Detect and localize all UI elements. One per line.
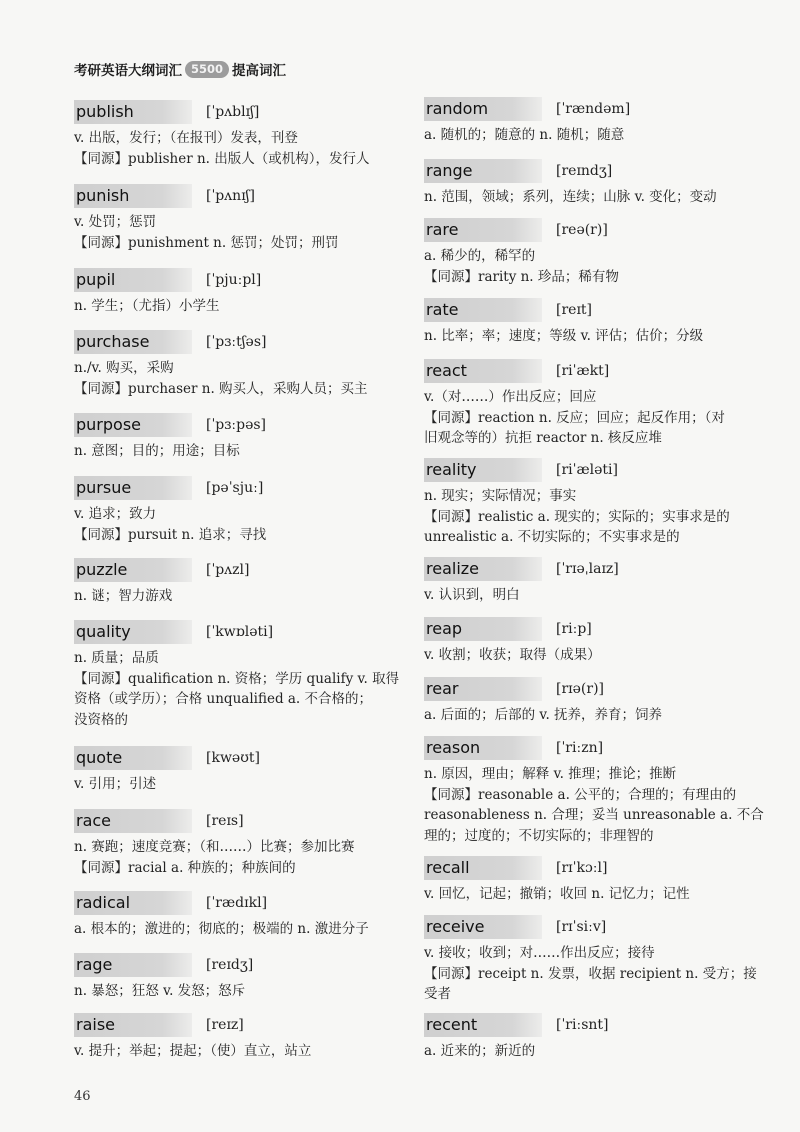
cognate-line: unrealistic a. 不切实际的；不实事求是的 [424, 529, 680, 545]
headword: reason [424, 736, 542, 760]
phonetic: [ˈrændəm] [556, 101, 631, 117]
definition-line: n. 原因，理由；解释 v. 推理；推论；推断 [424, 766, 677, 782]
definition-line: n. 质量；品质 [74, 650, 159, 666]
entry-reap [424, 617, 754, 666]
headword: publish [74, 100, 192, 124]
phonetic: [ˈriːzn] [556, 740, 604, 756]
headword: quality [74, 620, 192, 644]
phonetic: [ˈpjuːpl] [206, 272, 262, 288]
cognate-line: 【同源】reasonable a. 公平的；合理的；有理由的 [424, 786, 737, 803]
header-title-prefix: 考研英语大纲词汇 [74, 63, 182, 79]
cognate-line: 资格（或学历）；合格 unqualified a. 不合格的； [74, 691, 373, 707]
definition-line: v. 提升；举起；提起；（使）直立，站立 [74, 1043, 312, 1059]
phonetic: [ˈpʌnɪʃ] [206, 188, 255, 204]
header-badge: 5500 [185, 61, 229, 78]
entry-recall [424, 856, 754, 905]
phonetic: [ˈriːsnt] [556, 1017, 609, 1033]
phonetic: [rɪə(r)] [556, 681, 604, 697]
definition-line: n. 现实；实际情况；事实 [424, 488, 577, 504]
header-title-suffix: 提高词汇 [232, 63, 287, 79]
headword: pupil [74, 268, 192, 292]
phonetic: [reɪs] [206, 813, 244, 829]
definition-line: n. 意图；目的；用途；目标 [74, 443, 240, 459]
phonetic: [reɪt] [556, 302, 593, 318]
entry-publish [74, 100, 404, 169]
entry-purpose [74, 413, 404, 462]
entry-range [424, 159, 754, 208]
phonetic: [ˈkwɒləti] [206, 624, 274, 640]
entry-random [424, 97, 754, 146]
entry-pursue [74, 476, 404, 545]
cognate-line: 【同源】purchaser n. 购买人，采购人员；买主 [74, 380, 368, 397]
definition-line: n./v. 购买，采购 [74, 360, 174, 376]
phonetic: [riˈækt] [556, 363, 610, 379]
phonetic: [ˈpʌzl] [206, 562, 250, 578]
page-number: 46 [74, 1089, 91, 1104]
headword: reap [424, 617, 542, 641]
entry-raise [74, 1013, 404, 1062]
headword: quote [74, 746, 192, 770]
headword: receive [424, 915, 542, 939]
phonetic: [ˈpʌblɪʃ] [206, 104, 260, 120]
phonetic: [kwəʊt] [206, 750, 260, 766]
entry-radical [74, 891, 404, 940]
cognate-line: 旧观念等的）抗拒 reactor n. 核反应堆 [424, 430, 662, 446]
headword: random [424, 97, 542, 121]
phonetic: [ˈrɪəˌlaɪz] [556, 561, 619, 577]
headword: react [424, 359, 542, 383]
definition-line: v. 认识到，明白 [424, 587, 520, 603]
phonetic: [ˈrædɪkl] [206, 895, 268, 911]
phonetic: [reɪdʒ] [206, 957, 254, 973]
entry-realize [424, 557, 754, 606]
definition-line: a. 随机的；随意的 n. 随机；随意 [424, 127, 625, 143]
cognate-line: 【同源】punishment n. 惩罚；处罚；刑罚 [74, 234, 339, 251]
headword: raise [74, 1013, 192, 1037]
headword: punish [74, 184, 192, 208]
phonetic: [ˈpɜːpəs] [206, 417, 267, 433]
headword: purpose [74, 413, 192, 437]
definition-line: v. 追求；致力 [74, 506, 157, 522]
headword: reality [424, 458, 542, 482]
entry-reality [424, 458, 754, 548]
entry-rage [74, 953, 404, 1002]
cognate-line: 【同源】racial a. 种族的；种族间的 [74, 859, 296, 876]
entry-rare [424, 218, 754, 287]
definition-line: v. 出版，发行；（在报刊）发表，刊登 [74, 130, 298, 146]
entry-react [424, 359, 754, 449]
entry-punish [74, 184, 404, 253]
definition-line: n. 范围，领域；系列，连续；山脉 v. 变化；变动 [424, 189, 717, 205]
definition-line: v. 回忆，记起；撤销；收回 n. 记忆力；记性 [424, 886, 690, 902]
headword: rear [424, 677, 542, 701]
left-column [74, 0, 404, 1132]
phonetic: [pəˈsjuː] [206, 480, 264, 496]
headword: rate [424, 298, 542, 322]
phonetic: [rɪˈkɔːl] [556, 860, 608, 876]
definition-line: a. 近来的；新近的 [424, 1043, 536, 1059]
headword: race [74, 809, 192, 833]
phonetic: [reɪz] [206, 1017, 244, 1033]
phonetic: [reə(r)] [556, 222, 608, 238]
headword: puzzle [74, 558, 192, 582]
definition-line: a. 根本的；激进的；彻底的；极端的 n. 激进分子 [74, 921, 369, 937]
definition-line: a. 后面的；后部的 v. 抚养，养育；饲养 [424, 707, 663, 723]
headword: radical [74, 891, 192, 915]
phonetic: [ˈpɜːtʃəs] [206, 334, 267, 350]
cognate-line: 【同源】rarity n. 珍品；稀有物 [424, 268, 619, 285]
definition-line: v. 接收；收到；对……作出反应；接待 [424, 945, 655, 961]
definition-line: n. 暴怒；狂怒 v. 发怒；怒斥 [74, 983, 246, 999]
entry-puzzle [74, 558, 404, 607]
headword: recent [424, 1013, 542, 1037]
definition-line: n. 比率；率；速度；等级 v. 评估；估价；分级 [424, 328, 704, 344]
phonetic: [rɪˈsiːv] [556, 919, 607, 935]
headword: range [424, 159, 542, 183]
definition-line: v. 处罚；惩罚 [74, 214, 157, 230]
entry-rear [424, 677, 754, 726]
cognate-line: 【同源】publisher n. 出版人（或机构），发行人 [74, 150, 370, 167]
definition-line: v. 引用；引述 [74, 776, 157, 792]
definition-line: v.（对……）作出反应；回应 [424, 389, 597, 405]
entry-rate [424, 298, 754, 347]
cognate-line: 【同源】qualification n. 资格；学历 qualify v. 取得 [74, 670, 400, 687]
entry-pupil [74, 268, 404, 317]
entry-quality [74, 620, 404, 730]
entry-reason [424, 736, 764, 846]
cognate-line: 没资格的 [74, 711, 128, 728]
cognate-line: 【同源】pursuit n. 追求；寻找 [74, 526, 267, 543]
cognate-line: 受者 [424, 986, 451, 1002]
entry-recent [424, 1013, 754, 1062]
phonetic: [riˈæləti] [556, 462, 618, 478]
definition-line: n. 学生；（尤指）小学生 [74, 298, 220, 314]
cognate-line: 【同源】reaction n. 反应；回应；起反作用；（对 [424, 409, 725, 426]
headword: purchase [74, 330, 192, 354]
headword: rare [424, 218, 542, 242]
headword: rage [74, 953, 192, 977]
headword: recall [424, 856, 542, 880]
cognate-line: 理的；过度的；不切实际的；非理智的 [424, 827, 654, 844]
entry-race [74, 809, 404, 878]
definition-line: v. 收割；收获；取得（成果） [424, 647, 601, 663]
cognate-line: reasonableness n. 合理；妥当 unreasonable a. 不合 [424, 807, 764, 823]
definition-line: n. 谜；智力游戏 [74, 588, 173, 604]
phonetic: [riːp] [556, 621, 592, 637]
headword: pursue [74, 476, 192, 500]
entry-quote [74, 746, 404, 795]
entry-receive [424, 915, 757, 1005]
phonetic: [reɪndʒ] [556, 163, 613, 179]
cognate-line: 【同源】receipt n. 发票，收据 recipient n. 受方；接 [424, 965, 757, 982]
entry-purchase [74, 330, 404, 399]
definition-line: a. 稀少的，稀罕的 [424, 248, 536, 264]
cognate-line: 【同源】realistic a. 现实的；实际的；实事求是的 [424, 508, 730, 525]
definition-line: n. 赛跑；速度竞赛；（和……）比赛；参加比赛 [74, 839, 355, 855]
headword: realize [424, 557, 542, 581]
right-column [424, 0, 764, 1132]
